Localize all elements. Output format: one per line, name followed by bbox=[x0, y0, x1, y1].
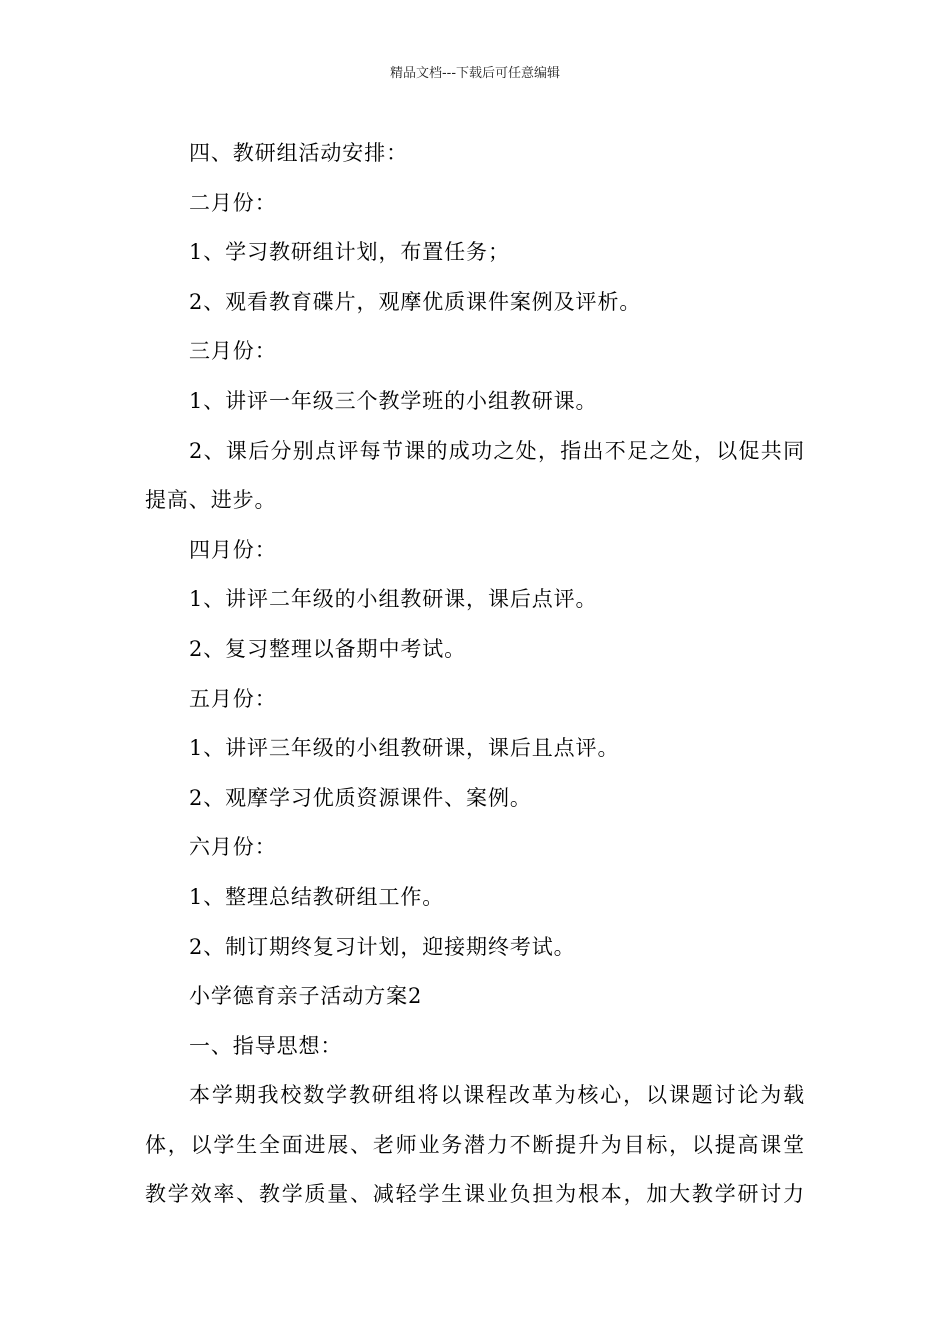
list-item: 1、学习教研组计划，布置任务； bbox=[189, 240, 510, 265]
list-item: 1、讲评三年级的小组教研课，课后且点评。 bbox=[189, 736, 620, 761]
list-item: 1、讲评一年级三个教学班的小组教研课。 bbox=[189, 388, 598, 413]
month-heading: 四月份： bbox=[189, 537, 277, 562]
list-item: 2、课后分别点评每节课的成功之处，指出不足之处，以促共同 bbox=[189, 438, 805, 463]
list-item: 1、整理总结教研组工作。 bbox=[189, 884, 445, 909]
paragraph-line: 教学效率、教学质量、减轻学生课业负担为根本，加大教学研讨力 bbox=[145, 1182, 805, 1207]
month-heading: 二月份： bbox=[189, 190, 277, 215]
list-item: 2、观摩学习优质资源课件、案例。 bbox=[189, 785, 532, 810]
list-item-continuation: 提高、进步。 bbox=[145, 488, 277, 513]
document-title: 小学德育亲子活动方案2 bbox=[189, 984, 423, 1009]
month-heading: 三月份： bbox=[189, 339, 277, 364]
section-heading: 一、指导思想： bbox=[189, 1033, 343, 1058]
document-body bbox=[145, 129, 805, 1220]
month-heading: 六月份： bbox=[189, 835, 277, 860]
list-item: 2、制订期终复习计划，迎接期终考试。 bbox=[189, 934, 576, 959]
section-heading: 四、教研组活动安排： bbox=[189, 141, 408, 165]
month-heading: 五月份： bbox=[189, 686, 277, 711]
paragraph-line: 本学期我校数学教研组将以课程改革为核心，以课题讨论为载 bbox=[189, 1083, 805, 1108]
list-item: 2、复习整理以备期中考试。 bbox=[189, 636, 467, 661]
list-item: 2、观看教育碟片，观摩优质课件案例及评析。 bbox=[189, 289, 642, 314]
page-header: 精品文档---下载后可任意编辑 bbox=[389, 66, 561, 81]
paragraph-line: 体，以学生全面进展、老师业务潜力不断提升为目标，以提高课堂 bbox=[145, 1132, 805, 1157]
list-item: 1、讲评二年级的小组教研课，课后点评。 bbox=[189, 587, 598, 612]
